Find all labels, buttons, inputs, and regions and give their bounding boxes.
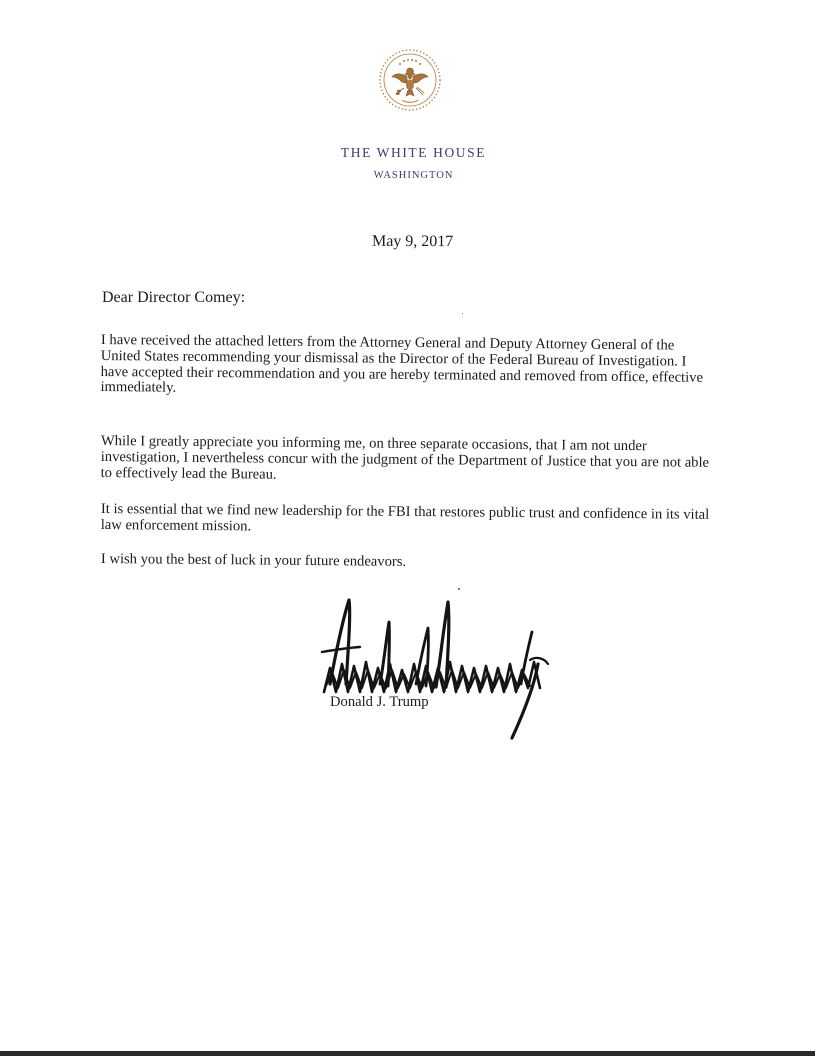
- body-paragraph-3: It is essential that we find new leadership for the FBI that restores public trust and confidence in its vital law enforcement mission.: [100, 501, 710, 535]
- body-paragraph-2: While I greatly appreciate you informing me, on three separate occasions, that I am not under investigation, I nevertheless concur with the judgment of the Department of Justice that you are not able to effectively lead the Bureau.: [100, 433, 710, 483]
- letterhead-city: WASHINGTON: [373, 170, 454, 181]
- scan-speck: [462, 313, 463, 314]
- letterhead-title: THE WHITE HOUSE: [340, 145, 487, 160]
- body-paragraph-4: I wish you the best of luck in your future endeavors.: [100, 551, 407, 570]
- presidential-seal-icon: [378, 46, 442, 124]
- salutation: Dear Director Comey:: [102, 289, 246, 306]
- letter-date: May 9, 2017: [371, 232, 454, 251]
- handwritten-signature: [316, 592, 556, 747]
- signer-name: Donald J. Trump: [330, 694, 429, 710]
- scan-edge: [0, 1051, 815, 1056]
- scan-speck: [458, 588, 460, 590]
- body-paragraph-1: I have received the attached letters from the Attorney General and Deputy Attorney General of the United States recommending your dismissal as the Director of the Federal Bureau of Investigation. I have accepted their recommendation and you are hereby terminated and removed from office, effective immediately.: [100, 332, 704, 397]
